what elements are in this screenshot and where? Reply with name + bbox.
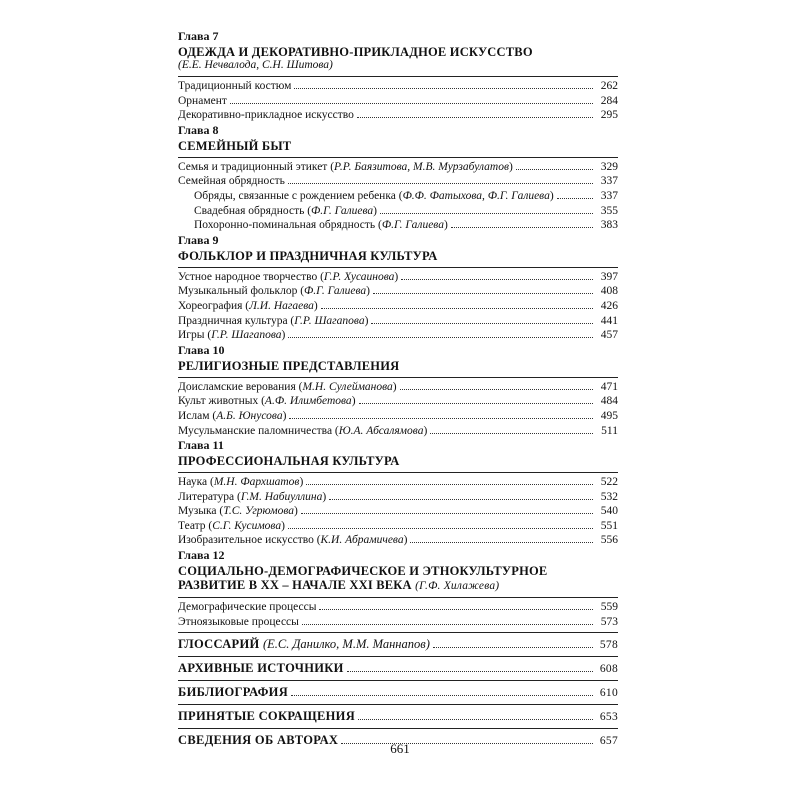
entry-title[interactable] xyxy=(178,284,370,299)
dot-leader xyxy=(401,270,593,280)
entry-title-text: Орнамент xyxy=(178,94,227,107)
toc-entry[interactable] xyxy=(178,94,618,109)
table-of-contents xyxy=(178,30,618,749)
entry-title[interactable] xyxy=(178,504,298,519)
entry-author: Г.Р. Шагапова xyxy=(211,329,282,342)
chapter-section xyxy=(178,234,618,343)
entry-title[interactable] xyxy=(194,189,554,204)
dot-leader xyxy=(321,299,593,309)
entry-title[interactable] xyxy=(178,270,398,285)
entry-title-text: БИБЛИОГРАФИЯ xyxy=(178,685,289,700)
chapter-section xyxy=(178,549,618,629)
entry-close-paren: ) xyxy=(282,409,287,422)
chapter-title-text: ФОЛЬКЛОР И ПРАЗДНИЧНАЯ КУЛЬТУРА xyxy=(178,248,438,263)
entry-title[interactable] xyxy=(178,409,286,424)
toc-entry[interactable] xyxy=(178,533,618,548)
entry-page-number: 457 xyxy=(600,329,618,342)
dot-leader xyxy=(347,661,593,672)
dot-leader xyxy=(400,380,593,390)
entry-title-text: Хореография ( xyxy=(178,299,250,312)
entry-title-text: Декоративно-прикладное искусство xyxy=(178,109,354,122)
entry-title-text: Театр ( xyxy=(178,519,213,532)
entry-close-paren: ) xyxy=(508,160,513,173)
chapter-title-text: СОЦИАЛЬНО-ДЕМОГРАФИЧЕСКОЕ И ЭТНОКУЛЬТУРНОЕ РАЗВИТИЕ В XX – НАЧАЛЕ XXI ВЕКА xyxy=(178,564,548,593)
entry-title-text: Демографические процессы xyxy=(178,601,317,614)
toc-entry[interactable] xyxy=(178,218,618,233)
entry-page-number: 608 xyxy=(599,663,618,676)
entry-close-paren: ) xyxy=(423,424,428,437)
entry-title[interactable] xyxy=(178,299,318,314)
toc-entry[interactable] xyxy=(178,108,618,123)
dot-leader xyxy=(358,709,593,720)
entry-page-number: 610 xyxy=(599,687,618,700)
back-matter-section xyxy=(178,632,618,653)
entry-author: Ф.Г. Галиева xyxy=(311,204,374,217)
dot-leader xyxy=(288,328,593,338)
entry-title[interactable] xyxy=(178,490,326,505)
chapter-title xyxy=(178,249,618,263)
toc-entry[interactable] xyxy=(178,424,618,439)
entry-close-paren: ) xyxy=(443,219,448,232)
toc-entry[interactable] xyxy=(178,409,618,424)
chapter-divider xyxy=(178,377,618,378)
dot-leader xyxy=(359,394,593,404)
entry-author: Т.С. Угрюмова xyxy=(223,505,294,518)
toc-entry[interactable] xyxy=(178,270,618,285)
dot-leader xyxy=(371,314,593,324)
entry-author: Ю.А. Абсалямова xyxy=(338,424,424,437)
entry-page-number: 383 xyxy=(600,219,618,232)
section-divider xyxy=(178,680,618,681)
dot-leader xyxy=(410,533,593,543)
dot-leader xyxy=(288,174,593,184)
dot-leader xyxy=(291,685,593,696)
dot-leader xyxy=(557,189,593,199)
chapter-divider xyxy=(178,157,618,158)
entry-page-number: 408 xyxy=(600,285,618,298)
entry-title-text: Праздничная культура ( xyxy=(178,314,295,327)
entry-page-number: 284 xyxy=(600,94,618,107)
chapter-section xyxy=(178,344,618,438)
dot-leader xyxy=(433,637,593,648)
back-matter-section xyxy=(178,656,618,677)
dot-leader xyxy=(430,424,593,434)
entry-title[interactable] xyxy=(178,424,427,439)
entry-title[interactable] xyxy=(194,218,448,233)
dot-leader xyxy=(357,108,593,118)
entry-title-text: СВЕДЕНИЯ ОБ АВТОРАХ xyxy=(178,733,339,748)
chapter-section xyxy=(178,439,618,548)
entry-title[interactable] xyxy=(178,108,354,123)
dot-leader xyxy=(289,409,593,419)
entry-title-text: ГЛОССАРИЙ xyxy=(178,637,260,652)
section-divider xyxy=(178,632,618,633)
entry-page-number: 573 xyxy=(600,615,618,628)
toc-entry[interactable] xyxy=(178,660,618,677)
toc-entry[interactable] xyxy=(178,314,618,329)
entry-page-number: 355 xyxy=(600,204,618,217)
entry-title-text: Этноязыковые процессы xyxy=(178,615,299,628)
entry-title-text: Игры ( xyxy=(178,329,212,342)
entry-title-text: Устное народное творчество ( xyxy=(178,270,324,283)
entry-page-number: 295 xyxy=(600,109,618,122)
entry-title[interactable] xyxy=(178,475,303,490)
entry-author: Р.Р. Баязитова, М.В. Мурзабулатов xyxy=(334,160,509,173)
entry-close-paren: ) xyxy=(373,204,377,217)
entry-title-text: Наука ( xyxy=(178,476,214,489)
entry-page-number: 653 xyxy=(599,711,618,724)
toc-entry[interactable] xyxy=(178,394,618,409)
chapter-title xyxy=(178,45,618,59)
entry-author: А.Ф. Илимбетова xyxy=(264,395,352,408)
entry-author: С.Г. Кусимова xyxy=(212,519,282,532)
entry-close-paren: ) xyxy=(366,285,370,298)
dot-leader xyxy=(301,504,593,514)
entry-page-number: 471 xyxy=(600,380,618,393)
entry-close-paren: ) xyxy=(403,534,408,547)
toc-entry[interactable] xyxy=(178,328,618,343)
dot-leader xyxy=(516,160,593,170)
entry-title[interactable] xyxy=(194,204,377,219)
dot-leader xyxy=(451,218,593,228)
entry-page-number: 495 xyxy=(600,409,618,422)
entry-page-number: 559 xyxy=(600,601,618,614)
entry-author: Ф.Г. Галиева xyxy=(381,219,444,232)
entry-title[interactable] xyxy=(178,600,316,615)
chapter-number: Глава 10 xyxy=(178,342,225,357)
entry-title-text: Культ животных ( xyxy=(178,395,265,408)
chapter-divider xyxy=(178,267,618,268)
chapter-title-text: РЕЛИГИОЗНЫЕ ПРЕДСТАВЛЕНИЯ xyxy=(178,358,400,373)
section-divider xyxy=(178,656,618,657)
entry-title-text: Музыка ( xyxy=(178,505,224,518)
entry-author: Г.Р. Шагапова xyxy=(294,314,365,327)
entry-title[interactable] xyxy=(178,314,368,329)
entry-title[interactable] xyxy=(178,615,299,630)
chapter-number: Глава 11 xyxy=(178,438,224,453)
entry-title-text: Доисламские верования ( xyxy=(178,380,303,393)
entry-title-text: Литература ( xyxy=(178,490,241,503)
entry-author: М.Н. Сулейманова xyxy=(302,380,393,393)
entry-close-paren: ) xyxy=(549,189,554,202)
entry-title[interactable] xyxy=(178,533,407,548)
toc-entry[interactable] xyxy=(178,684,618,701)
entry-author: (Е.С. Данилко, М.М. Маннапов) xyxy=(262,637,430,652)
entry-title[interactable] xyxy=(178,160,513,175)
dot-leader xyxy=(319,600,593,610)
toc-entry[interactable] xyxy=(178,600,618,615)
entry-title[interactable] xyxy=(178,519,285,534)
toc-entry[interactable] xyxy=(178,708,618,725)
dot-leader xyxy=(329,490,593,500)
entry-author: К.И. Абрамичева xyxy=(320,534,404,547)
entry-author: Г.Р. Хусаинова xyxy=(323,270,395,283)
entry-close-paren: ) xyxy=(299,476,304,489)
entry-page-number: 337 xyxy=(600,189,618,202)
entry-close-paren: ) xyxy=(281,519,285,532)
entry-title[interactable] xyxy=(178,328,285,343)
entry-page-number: 551 xyxy=(600,519,618,532)
dot-leader xyxy=(302,615,593,625)
chapter-title-text: ОДЕЖДА И ДЕКОРАТИВНО-ПРИКЛАДНОЕ ИСКУССТВО xyxy=(178,45,533,59)
entry-title[interactable] xyxy=(178,380,397,395)
entry-title-text: Обряды, связанные с рождением ребенка ( xyxy=(194,189,403,202)
entry-page-number: 329 xyxy=(600,160,618,173)
entry-author: М.Н. Фархшатов xyxy=(213,476,300,489)
entry-title-text: Музыкальный фольклор ( xyxy=(178,285,305,298)
chapter-number: Глава 7 xyxy=(178,29,219,43)
dot-leader xyxy=(294,79,593,89)
chapter-author: (Г.Ф. Хилажева) xyxy=(415,580,500,593)
toc-entry[interactable] xyxy=(178,380,618,395)
dot-leader xyxy=(306,475,593,485)
entry-title[interactable] xyxy=(178,174,285,189)
chapter-divider xyxy=(178,597,618,598)
entry-page-number: 657 xyxy=(599,735,618,748)
chapter-number: Глава 8 xyxy=(178,122,219,137)
chapter-divider xyxy=(178,472,618,473)
entry-close-paren: ) xyxy=(281,329,286,342)
chapter-title-text: ПРОФЕССИОНАЛЬНАЯ КУЛЬТУРА xyxy=(178,454,400,469)
entry-page-number: 262 xyxy=(600,80,618,92)
toc-entry[interactable] xyxy=(178,79,618,94)
chapter-title xyxy=(178,139,618,153)
toc-entry[interactable] xyxy=(178,504,618,519)
entry-author: Л.И. Нагаева xyxy=(249,299,314,312)
chapter-title-text: СЕМЕЙНЫЙ БЫТ xyxy=(178,138,292,153)
back-matter-section xyxy=(178,680,618,701)
entry-title[interactable] xyxy=(178,79,291,94)
back-matter-section xyxy=(178,704,618,725)
toc-entry[interactable] xyxy=(178,204,618,219)
entry-author: Ф.Ф. Фатыхова, Ф.Г. Галиева xyxy=(402,189,550,202)
entry-close-paren: ) xyxy=(364,314,369,327)
entry-close-paren: ) xyxy=(394,270,399,283)
entry-page-number: 397 xyxy=(600,270,618,283)
entry-page-number: 556 xyxy=(600,534,618,547)
entry-close-paren: ) xyxy=(392,380,397,393)
section-divider xyxy=(178,728,618,729)
chapter-section xyxy=(178,30,618,123)
entry-title-text: Ислам ( xyxy=(178,409,217,422)
dot-leader xyxy=(230,94,593,104)
chapter-section xyxy=(178,124,618,233)
toc-entry[interactable] xyxy=(178,519,618,534)
chapter-author: (Е.Е. Нечвалода, С.Н. Шитова) xyxy=(178,59,333,71)
chapter-title xyxy=(178,564,618,593)
entry-page-number: 578 xyxy=(599,639,618,652)
page-number: 661 xyxy=(390,741,410,756)
entry-title-text: АРХИВНЫЕ ИСТОЧНИКИ xyxy=(178,661,344,676)
entry-title-text: Похоронно-поминальная обрядность ( xyxy=(194,219,382,232)
entry-title-text: Традиционный костюм xyxy=(178,80,292,92)
chapter-title xyxy=(178,454,618,468)
entry-page-number: 511 xyxy=(601,424,618,437)
entry-title-text: Семья и традиционный этикет ( xyxy=(178,160,335,173)
toc-entry[interactable] xyxy=(178,189,618,204)
entry-page-number: 522 xyxy=(600,476,618,489)
section-divider xyxy=(178,704,618,705)
dot-leader xyxy=(288,519,593,529)
entry-page-number: 540 xyxy=(600,505,618,518)
entry-title-text: Свадебная обрядность ( xyxy=(194,204,312,217)
toc-entry[interactable] xyxy=(178,284,618,299)
entry-title-text: ПРИНЯТЫЕ СОКРАЩЕНИЯ xyxy=(178,709,356,724)
entry-close-paren: ) xyxy=(313,299,318,312)
dot-leader xyxy=(380,204,593,214)
entry-title-text: Мусульманские паломничества ( xyxy=(178,424,339,437)
entry-close-paren: ) xyxy=(351,395,356,408)
entry-title[interactable] xyxy=(178,94,227,109)
entry-page-number: 532 xyxy=(600,490,618,503)
entry-page-number: 426 xyxy=(600,299,618,312)
entry-author: А.Б. Юнусова xyxy=(216,409,283,422)
entry-page-number: 441 xyxy=(600,314,618,327)
chapter-divider xyxy=(178,76,618,77)
entry-title-text: Изобразительное искусство ( xyxy=(178,534,321,547)
entry-page-number: 484 xyxy=(600,395,618,408)
entry-close-paren: ) xyxy=(293,505,298,518)
entry-page-number: 337 xyxy=(600,175,618,188)
toc-entry[interactable] xyxy=(178,475,618,490)
entry-author: Ф.Г. Галиева xyxy=(304,285,367,298)
entry-author: Г.М. Набиуллина xyxy=(240,490,323,503)
toc-entry[interactable] xyxy=(178,174,618,189)
toc-entry[interactable] xyxy=(178,615,618,630)
chapter-number: Глава 9 xyxy=(178,232,219,247)
toc-entry[interactable] xyxy=(178,636,618,653)
chapter-number: Глава 12 xyxy=(178,548,225,563)
toc-entry[interactable] xyxy=(178,299,618,314)
dot-leader xyxy=(373,284,593,294)
toc-entry[interactable] xyxy=(178,490,618,505)
entry-title-text: Семейная обрядность xyxy=(178,175,285,188)
toc-entry[interactable] xyxy=(178,160,618,175)
entry-title[interactable] xyxy=(178,394,356,409)
entry-close-paren: ) xyxy=(322,490,327,503)
chapter-title xyxy=(178,359,618,373)
